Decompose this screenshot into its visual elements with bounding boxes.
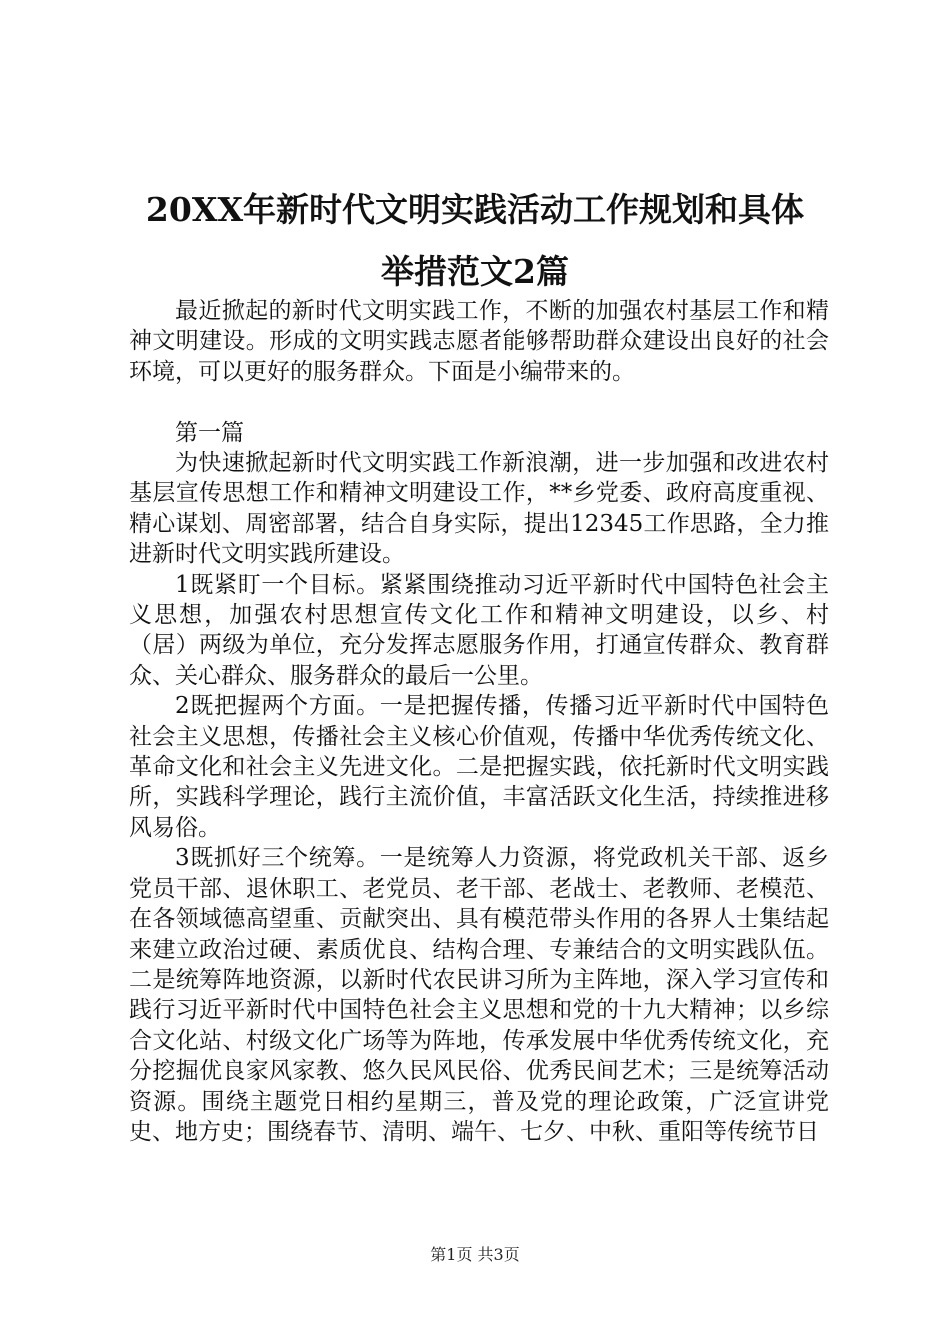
document-body bbox=[129, 296, 829, 1147]
intro-paragraph: 最近掀起的新时代文明实践工作，不断的加强农村基层工作和精神文明建设。形成的文明实践志愿者能够帮助群众建设出良好的社会环境，可以更好的服务群众。下面是小编带来的。 bbox=[129, 298, 829, 385]
document-title-line-1: 20XX年新时代文明实践活动工作规划和具体 bbox=[145, 190, 805, 229]
body-paragraph: 1既紧盯一个目标。紧紧围绕推动习近平新时代中国特色社会主义思想，加强农村思想宣传文化工作和精神文明建设，以乡、村（居）两级为单位，充分发挥志愿服务作用，打通宣传群众、教育群众、关心群众、服务群众的最后一公里。 bbox=[129, 571, 829, 689]
paragraph-gap bbox=[129, 387, 829, 417]
section-heading: 第一篇 bbox=[175, 419, 244, 446]
body-paragraph: 2既把握两个方面。一是把握传播，传播习近平新时代中国特色社会主义思想，传播社会主义核心价值观，传播中华优秀传统文化、革命文化和社会主义先进文化。二是把握实践，依托新时代文明实践所，实践科学理论，践行主流价值，丰富活跃文化生活，持续推进移风易俗。 bbox=[129, 693, 829, 841]
document-title-line-2: 举措范文2篇 bbox=[381, 252, 569, 291]
body-paragraph: 为快速掀起新时代文明实践工作新浪潮，进一步加强和改进农村基层宣传思想工作和精神文明建设工作，**乡党委、政府高度重视、精心谋划、周密部署，结合自身实际，提出12345工作思路，全力推进新时代文明实践所建设。 bbox=[129, 450, 829, 568]
body-paragraph: 3既抓好三个统筹。一是统筹人力资源，将党政机关干部、返乡党员干部、退休职工、老党员、老干部、老战士、老教师、老模范、在各领域德高望重、贡献突出、具有模范带头作用的各界人士集结起来建立政治过硬、素质优良、结构合理、专兼结合的文明实践队伍。二是统筹阵地资源，以新时代农民讲习所为主阵地，深入学习宣传和践行习近平新时代中国特色社会主义思想和党的十九大精神；以乡综合文化站、村级文化广场等为阵地，传承发展中华优秀传统文化，充分挖掘优良家风家教、悠久民风民俗、优秀民间艺术；三是统筹活动资源。围绕主题党日相约星期三，普及党的理论政策，广泛宣讲党史、地方史；围绕春节、清明、端午、七夕、中秋、重阳等传统节日 bbox=[129, 845, 829, 1145]
page-footer: 第1页 共3页 bbox=[430, 1245, 520, 1264]
